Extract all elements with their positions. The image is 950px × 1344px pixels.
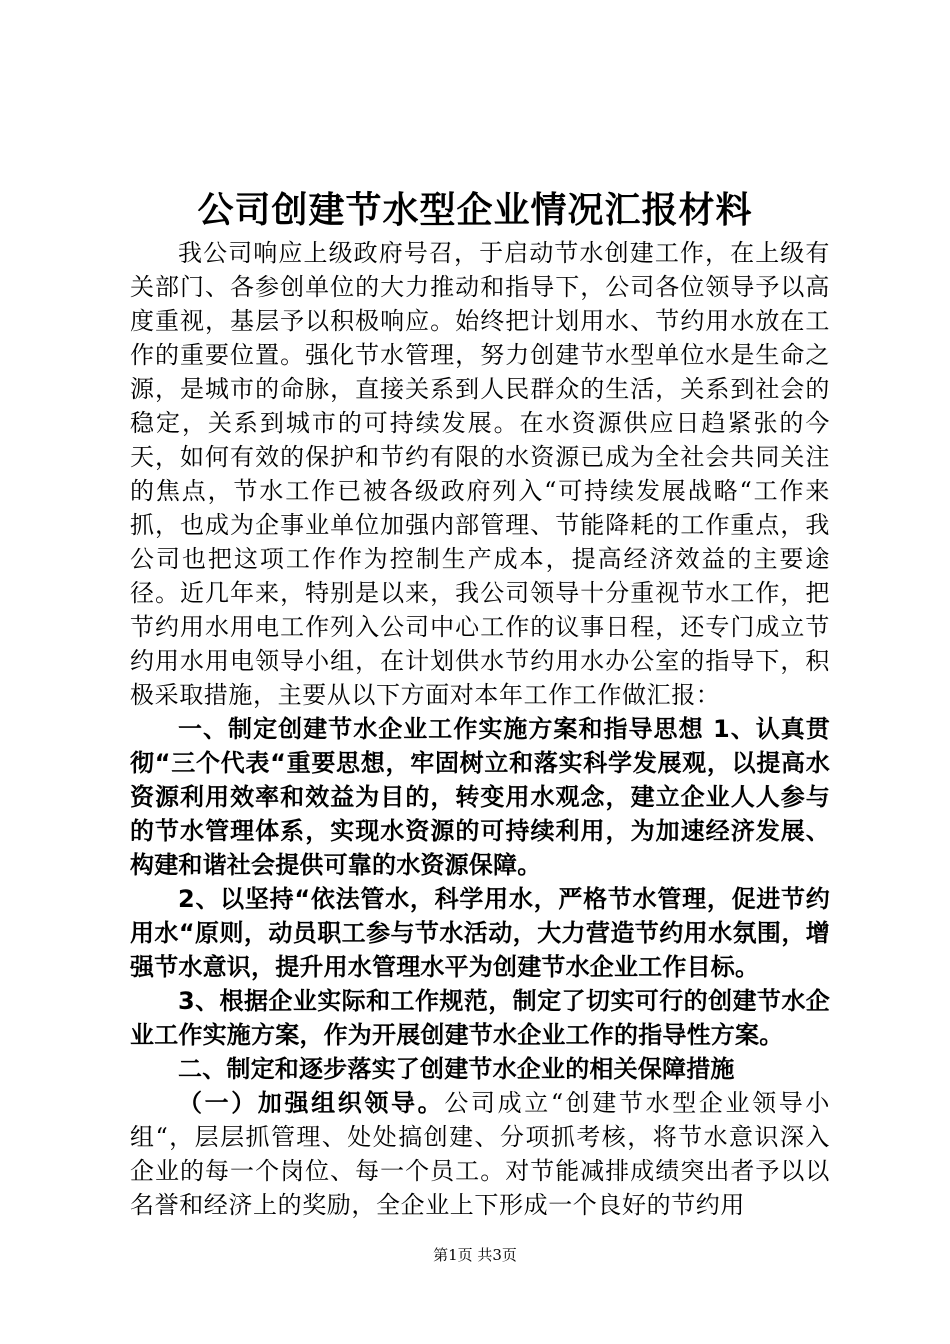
page-number-footer: 第1页 共3页 bbox=[433, 1246, 517, 1264]
paragraph-organization-text: 公司成立“创建节水型企业领导小组“，层层抓管理、处处搞创建、分项抓考核，将节水意识深入企业的每一个岗位、每一个员工。对节能减排成绩突出者予以以名誉和经济上的奖励，全企业上下形成一个良好的节约用 bbox=[130, 1089, 831, 1219]
document-title: 公司创建节水型企业情况汇报材料 bbox=[197, 189, 753, 231]
paragraph-section-one: 一、制定创建节水企业工作实施方案和指导思想 1、认真贯彻“三个代表“重要思想，牢固树立和落实科学发展观，以提高水资源利用效率和效益为目的，转变用水观念，建立企业人人参与的节水管理体系，实现水资源的可持续利用，为加速经济发展、构建和谐社会提供可靠的水资源保障。 bbox=[130, 715, 830, 879]
paragraph-section-two: 二、制定和逐步落实了创建节水企业的相关保障措施 bbox=[178, 1055, 735, 1083]
document-body bbox=[130, 236, 830, 1222]
paragraph-point-two: 2、以坚持“依法管水，科学用水，严格节水管理，促进节约用水“原则，动员职工参与节水活动，大力营造节约用水氛围，增强节水意识，提升用水管理水平为创建节水企业工作目标。 bbox=[130, 885, 830, 981]
paragraph-point-three: 3、根据企业实际和工作规范，制定了切实可行的创建节水企业工作实施方案，作为开展创建节水企业工作的指导性方案。 bbox=[130, 987, 830, 1049]
paragraph-organization-lead: （一）加强组织领导。 bbox=[178, 1089, 445, 1117]
paragraph-intro: 我公司响应上级政府号召，于启动节水创建工作，在上级有关部门、各参创单位的大力推动和指导下，公司各位领导予以高度重视，基层予以积极响应。始终把计划用水、节约用水放在工作的重要位置。强化节水管理，努力创建节水型单位水是生命之源，是城市的命脉，直接关系到人民群众的生活，关系到社会的稳定，关系到城市的可持续发展。在水资源供应日趋紧张的今天，如何有效的保护和节约有限的水资源已成为全社会共同关注的焦点，节水工作已被各级政府列入“可持续发展战略“工作来抓，也成为企事业单位加强内部管理、节能降耗的工作重点，我公司也把这项工作作为控制生产成本，提高经济效益的主要途径。近几年来，特别是以来，我公司领导十分重视节水工作，把节约用水用电工作列入公司中心工作的议事日程，还专门成立节约用水用电领导小组，在计划供水节约用水办公室的指导下，积极采取措施，主要从以下方面对本年工作工作做汇报： bbox=[130, 239, 830, 709]
paragraph-organization bbox=[130, 1086, 830, 1222]
